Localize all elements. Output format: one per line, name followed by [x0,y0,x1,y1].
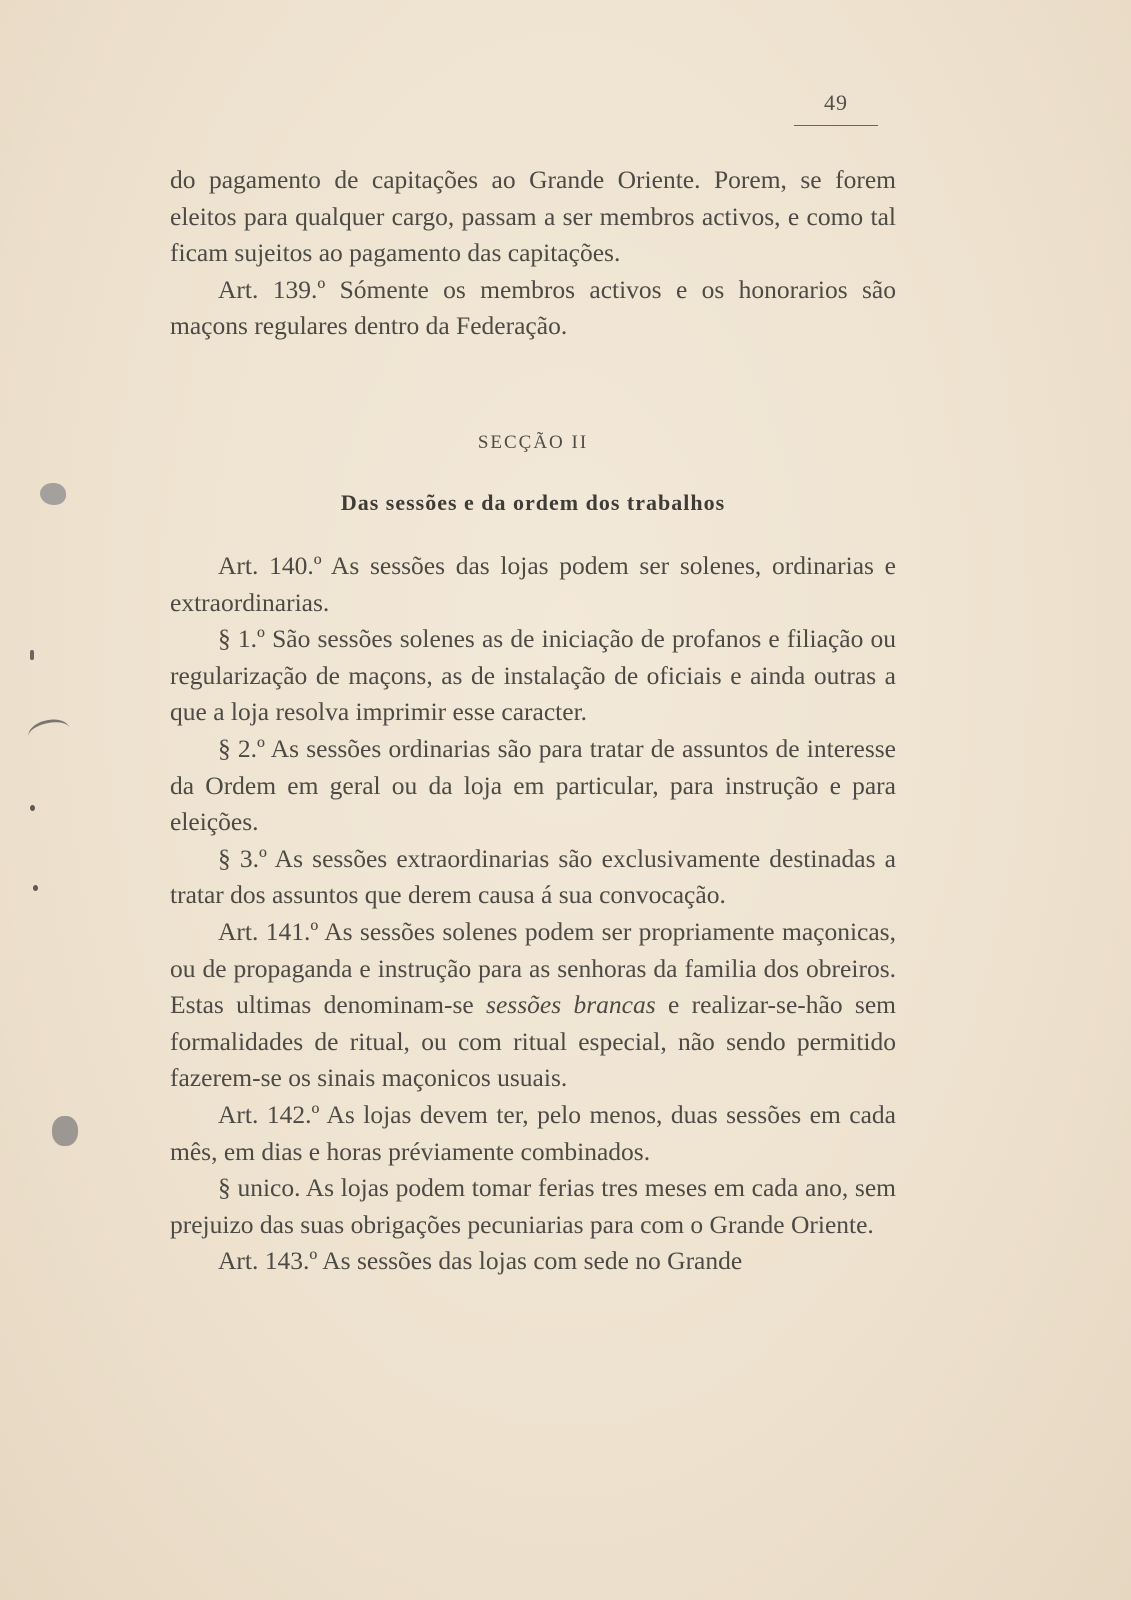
page-number: 49 [824,90,848,115]
paragraph-section-unico: § unico. As lojas podem tomar ferias tres meses em cada ano, sem prejuizo das suas obrigações pecuniarias para com o Grande Oriente. [170,1173,896,1239]
header-rule [794,125,878,126]
art-141-text-end: e realizar-se-hão sem formalidades de ritual, ou com ritual especial, não sendo permitido fazerem-se os sinais maçonicos usuais. [170,990,897,1093]
paragraph-art-143: Art. 143.º As sessões das lojas com sede no Grande [218,1246,743,1276]
paragraph-art-139: Art. 139.º Sómente os membros activos e os honorarios são maçons regulares dentro da Federação. [170,274,896,341]
margin-spot [30,650,34,660]
binding-hole-mark [52,1116,78,1146]
paragraph-section-3: § 3.º As sessões extraordinarias são exclusivamente destinadas a tratar dos assuntos que derem causa á sua convocação. [170,843,896,910]
paragraph-continuation: do pagamento de capitações ao Grande Oriente. Porem, se forem eleitos para qualquer cargo, passam a ser membros activos, e como tal ficam sujeitos ao pagamento das capitações. [170,165,896,268]
art-141-text-start: Art. 141.º As sessões solenes podem ser propriamente maçonicas, ou de propaganda e instrução para as senhoras da familia dos obreiros. Estas ultimas denominam-se [170,916,896,1020]
paragraph-art-140: Art. 140.º As sessões das lojas podem ser solenes, ordinarias e extraordinarias. [170,551,896,617]
art-141-italic-term: sessões brancas [486,990,656,1020]
section-title: Das sessões e da ordem dos trabalhos [340,490,726,515]
paragraph-section-1: § 1.º São sessões solenes as de iniciação de profanos e filiação ou regularização de maçons, as de instalação de oficiais e ainda outras a que a loja resolva imprimir esse caracter. [170,624,896,727]
binding-hole-mark [40,483,66,505]
paragraph-section-2: § 2.º As sessões ordinarias são para tratar de assuntos de interesse da Ordem em geral ou da loja em particular, para instrução e para eleições. [170,733,896,837]
margin-spot [30,805,35,811]
upper-text-block [170,162,896,345]
paragraph-art-142: Art. 142.º As lojas devem ter, pelo menos, duas sessões em cada mês, em dias e horas préviamente combinados. [170,1099,896,1166]
margin-spot [33,885,38,891]
lower-text-block [170,548,896,1280]
paragraph-art-141 [170,914,896,1097]
margin-smudge [26,716,72,749]
section-label: SECÇÃO II [477,432,589,453]
